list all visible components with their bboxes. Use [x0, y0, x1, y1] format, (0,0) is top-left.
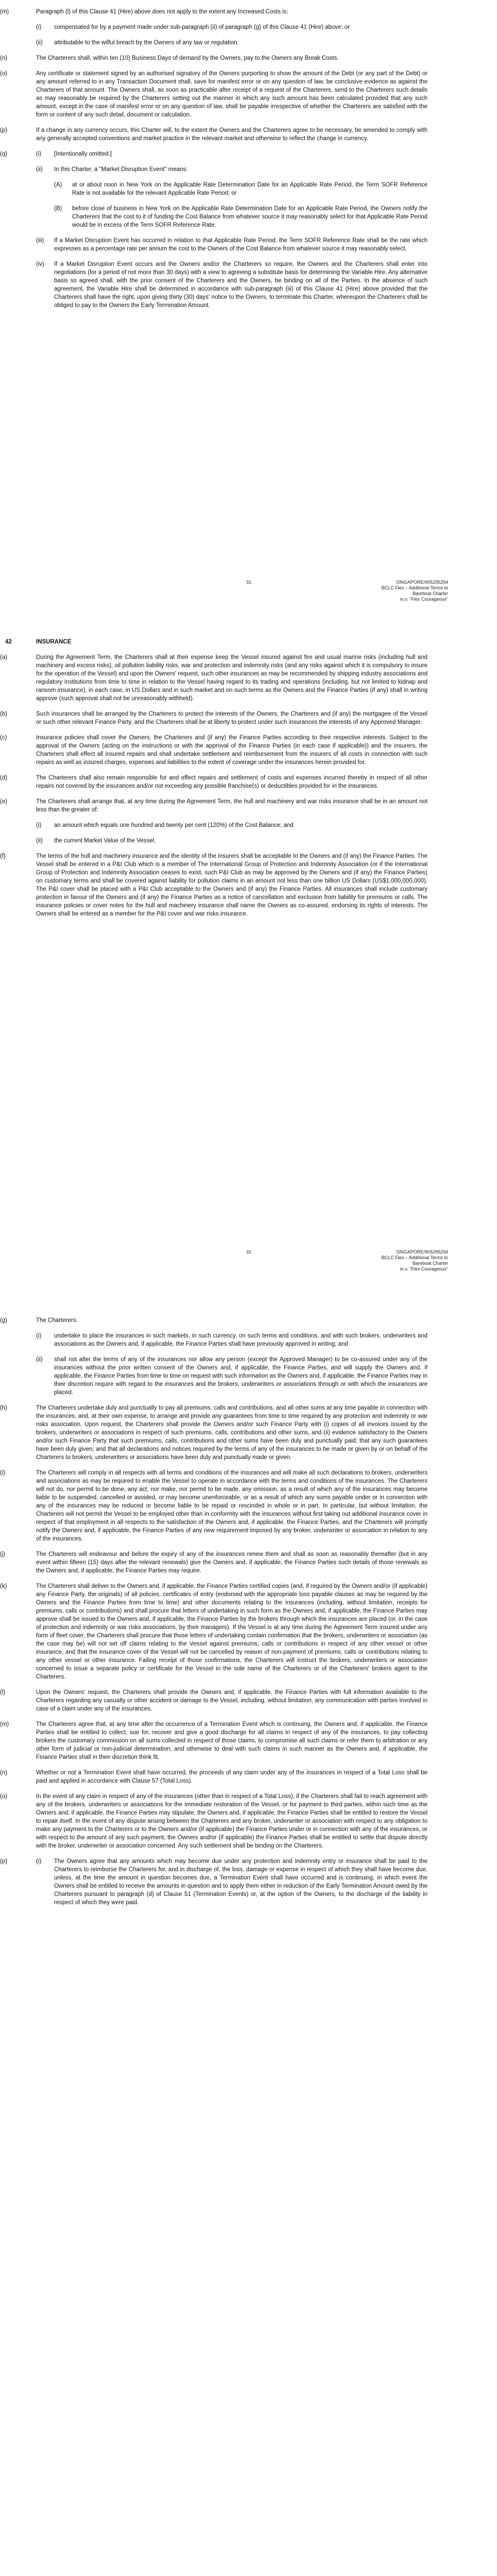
clause-label: (g)	[0, 1317, 8, 1324]
clause-paragraph	[0, 837, 497, 845]
clause-text: compensated for by a payment made under sub-paragraph (ii) of paragraph (g) of this Clause 41 (Hire) above; or	[54, 24, 350, 30]
clause-label: (o)	[0, 71, 8, 77]
page-number: 31	[246, 1249, 252, 1255]
clause-label: (i)	[36, 1333, 42, 1339]
clause-label: (n)	[0, 55, 8, 61]
clause-paragraph	[0, 1550, 497, 1575]
clause-text: The Charterers will comply in all respects with all terms and conditions of the insurances and will make all such declarations to brokers, underwriters and associations as may be required to enable the Vessel to operate in accordance with the terms and conditions of the insurances. The Charterers will not do, nor permit to be done, any act, nor make, nor permit to be made, any omission, as a result of which any of the insurances may become liable to be suspended, cancelled or avoided, or may become unenforceable, or as a result of which any sums payable under or in connection with any of the insurances may be reduced or become liable to be repaid or rescinded in whole or in part. In particular, but without limitation, the Charterers will not permit the Vessel to be employed other than in conformity with the insurances without first taking out additional insurance cover in respect of that employment in all respects to the satisfaction of the Owners and, if applicable, the Finance Parties, and the Charterers will promptly notify the Owners and, if applicable, the Finance Parties of any new requirement imposed by any broker, underwriter or association in relation to any of the insurances.	[36, 1470, 427, 1542]
section-title: INSURANCE	[36, 639, 72, 645]
clause-text: an amount which equals one hundred and twenty per cent (120%) of the Cost Balance; and	[54, 822, 294, 828]
clause-label: (iv)	[36, 261, 44, 267]
clause-label: (n)	[0, 1770, 8, 1776]
clause-paragraph	[0, 70, 497, 119]
clause-text: [Intentionally omitted.]	[54, 151, 112, 157]
clause-paragraph	[0, 181, 497, 197]
clause-text: at or about noon in New York on the Applicable Rate Determination Date for an Applicable Rate Period, the Term SOFR Reference Rate is not available for the relevant Applicable Rate Period; or	[72, 182, 427, 196]
clause-label: (i)	[36, 822, 42, 828]
clause-text: attributable to the wilful breach by the Owners of any law or regulation.	[54, 40, 239, 46]
clause-paragraph	[0, 1582, 497, 1681]
clause-text: the current Market Value of the Vessel.	[54, 838, 156, 844]
clause-text: In this Charter, a "Market Disruption Event" means:	[54, 166, 188, 173]
clause-text: The Charterers shall arrange that, at any time during the Agreement Term, the hull and machinery and war risks insurance shall be in an amount not less than the greater of:	[36, 799, 427, 813]
clause-paragraph	[0, 23, 497, 31]
clause-label: (p)	[0, 1858, 8, 1865]
clause-paragraph	[0, 1316, 497, 1325]
footer-reference: SINGAPORE/905295294 BCLC Flex – Additional Terms to Bareboat Charter m.v. "Flex Courageous"	[381, 1249, 448, 1272]
clause-paragraph	[0, 774, 497, 790]
clause-paragraph	[0, 1469, 497, 1543]
clause-text: The Charterers shall also remain responsible for and effect repairs and settlement of costs and expenses incurred thereby in respect of all other repairs not covered by the insurances and/or not exceeding any possible franchise(s) or deductibles provided for in the insurances.	[36, 775, 427, 789]
clause-label: (iii)	[36, 238, 44, 244]
clause-text: The Charterers:	[36, 1317, 78, 1324]
section-heading	[0, 638, 497, 646]
clause-text: shall not alter the terms of any of the insurances nor allow any person (except the Approved Manager) to be co-assured under any of the insurances without the prior written consent of the Owners and, if applicable, the Finance Parties, and will supply the Owners and, if applicable, the Finance Parties from time to time on request with such information as the Owners and, if applicable, the Finance Parties may in their discretion require with regard to the insurances and the brokers, underwriters or associations through or with which the insurances are placed.	[54, 1357, 427, 1396]
clause-label: (ii)	[36, 838, 43, 844]
clause-text: If a Market Disruption Event has occurred in relation to that Applicable Rate Period, the Term SOFR Reference Rate shall be the rate which expresses as a percentage rate per annum the cost to the Owners of the Cost Balance from whatever source it may reasonably select.	[54, 238, 427, 252]
clause-label: (ii)	[36, 1357, 43, 1363]
clause-label: (d)	[0, 775, 8, 781]
clause-paragraph	[0, 8, 497, 16]
clause-text: During the Agreement Term, the Charterers shall at their expense keep the Vessel insured against fire and usual marine risks (including hull and machinery and excess risks), oil pollution liability risks, war and protection and indemnity risks (and any risks against which it is compulsory to insure for the operation of the Vessel) and upon the Owners' request, such other insurances as may be recommended by shipping industry associations and regulatory institutions from time to time in relation to the Vessel having regard to its trading and operations (including, but not limited to kidnap and ransom insurance), in each case, in US Dollars and in such market and on such terms as the Owners and the Finance Parties (if any) shall in writing approve (such approval shall not be unreasonably withheld).	[36, 654, 427, 702]
clause-text: before close of business in New York on the Applicable Rate Determination Date for an Applicable Rate Period, the Owners notify the Charterers that the cost to it of funding the Cost Balance from whatever source it may reasonably select for that Applicable Rate Period would be in excess of the Term SOFR Reference Rate.	[72, 206, 427, 228]
page-2	[0, 634, 497, 925]
clause-label: (l)	[0, 1689, 6, 1696]
clause-paragraph	[0, 710, 497, 726]
clause-label: (ii)	[36, 166, 43, 173]
clause-text: Paragraph (l) of this Clause 41 (Hire) above does not apply to the extent any Increased Costs is:	[36, 9, 288, 15]
clause-text: Such insurances shall be arranged by the Charterers to protect the interests of the Owners, the Charterers and (if any) the mortgagee of the Vessel or such other relevant Finance Party, and the Charterers shall be at liberty to protect under such insurances the interests of any Approved Manager.	[36, 711, 427, 725]
clause-paragraph	[0, 1332, 497, 1348]
clause-paragraph	[0, 1792, 497, 1850]
clause-paragraph	[0, 852, 497, 918]
clause-label: (m)	[0, 1721, 9, 1727]
clause-text: Insurance policies shall cover the Owners, the Charterers and (if any) the Finance Parties according to their respective interests. Subject to the approval of the Owners (acting on the instructions or with the approval of the Finance Parties (in each case if applicable)) and the insurers, the Charterers shall effect all insured repairs and shall undertake settlement and reimbursement from the insurers of all costs in connection with such repairs as well as insured charges, expenses and liabilities to the extent of coverage under the insurances herein provided for.	[36, 735, 427, 766]
clause-paragraph	[0, 260, 497, 310]
clause-label: (A)	[54, 182, 62, 188]
page-1	[0, 8, 497, 317]
clause-paragraph	[0, 1769, 497, 1785]
clause-paragraph	[0, 236, 497, 253]
footer-reference: SINGAPORE/905295294 BCLC Flex – Additional Terms to Bareboat Charter m.v. "Flex Courageous"	[381, 580, 448, 602]
clause-label: (i)	[36, 24, 42, 30]
clause-paragraph	[0, 150, 497, 158]
section-number: 42	[5, 639, 12, 645]
clause-label: (b)	[0, 711, 8, 717]
clause-label: (ii)	[36, 40, 43, 46]
clause-paragraph	[0, 54, 497, 62]
clause-paragraph	[0, 1720, 497, 1761]
clause-paragraph	[0, 1857, 497, 1907]
clause-text: The Owners agree that any amounts which may become due under any protection and indemnity entry or insurance shall be paid to the Charterers to reimburse the Charterers for, and in discharge of, the loss, damage or expense in respect of which they shall have become due, unless, at the time the amount in question becomes due, a Termination Event shall have occurred and is continuing, in which event the Owners shall be entitled to receive the amounts in question and to apply them either in reduction of the Early Termination Amount owed by the Charterers pursuant to paragraph (d) of Clause 51 (Termination Events) or, at the option of the Owners, to the discharge of the liability in respect of which they were paid.	[54, 1858, 427, 1906]
clause-paragraph	[0, 1688, 497, 1713]
page-number: 31	[246, 580, 252, 585]
clause-paragraph	[0, 205, 497, 229]
clause-text: The Charterers will endeavour and before the expiry of any of the insurances renew them and shall as soon as reasonably thereafter (but in any event within fifteen (15) days after the relevant renewals) give the Owners and, if applicable, the Finance Parties such details of those renewals as the Owners and, if applicable, the Finance Parties may require.	[36, 1551, 427, 1574]
clause-label: (f)	[0, 853, 6, 859]
clause-label: (m)	[0, 9, 9, 15]
clause-label: (i)	[36, 1858, 42, 1865]
clause-text: The terms of the hull and machinery insurance and the identity of the insurers shall be acceptable to the Owners and (if any) the Finance Parties. The Vessel shall be entered in a P&I Club which is a member of The International Group of Protection and Indemnity Association (or if the International Group of Protection and Indemnity Association ceases to exist, such P&I Club as may be approved by the Owners and (if any) the Finance Parties) on customary terms and shall be covered against liability for pollution claims in an amount not less than one billion US Dollars (US$1,000,000,000). The P&I cover shall be placed with a P&I Club acceptable to the Owners and (if any) the Finance Parties. All insurances shall include customary protection in favour of the Owners and (if any) the Finance Parties as a notice of cancellation and exclusion from liability for premiums or calls. The insurance policies or cover notes for the hull and machinery insurance shall name the Owners as co-assured, endorsing its rights of interests. The Owners shall be entered as a member for the P&I cover and war risks insurance.	[36, 853, 427, 917]
clause-paragraph	[0, 126, 497, 143]
clause-paragraph	[0, 821, 497, 829]
clause-text: Whether or not a Termination Event shall have occurred, the proceeds of any claim under any of the insurances in respect of a Total Loss shall be paid and applied in accordance with Clause 57 (Total Loss).	[36, 1770, 427, 1784]
clause-paragraph	[0, 734, 497, 767]
clause-text: The Charterers shall deliver to the Owners and, if applicable, the Finance Parties certified copies (and, if required by the Owners and/or (if applicable) any Finance Party, the originals) of all policies, certificates of entry (endorsed with the appropriate loss payable clauses as may be required by the Owners and the Finance Parties from time to time) and other documents relating to the insurances (including, without limitation, receipts for premiums, calls or contributions) and shall procure that letters of undertaking in such form as the Owners and, if applicable, the Finance Parties may approve shall be issued to the Owners and, if applicable, the Finance Parties by the brokers through which the insurances are placed (or, in the case of protection and indemnity or war risks associations, by their managers). If the Vessel is at any time during the Agreement Term insured under any form of fleet cover, the Charterers shall procure that those letters of undertaking contain confirmation that the brokers, underwriters or association (as the case may be) will not set off claims relating to the Vessel against premiums, calls or contributions in respect of any other vessel or other insurance, and that the insurance cover of the Vessel will not be cancelled by reason of non-payment of premiums, calls or contributions relating to any other vessel or other insurance. Failing receipt of those confirmations, the Charterers will instruct the brokers, underwriters or association concerned to issue a separate policy or certificate for the Vessel in the sole name of the Charterers or of the Charterers' brokers agent to the Charterers.	[36, 1583, 427, 1680]
clause-text: The Charterers shall, within ten (10) Business Days of demand by the Owners, pay to the Owners any Break Costs.	[36, 55, 339, 61]
clause-label: (i)	[0, 1470, 6, 1476]
clause-text: undertake to place the insurances in such markets, in such currency, on such terms and conditions, and with such brokers, underwriters and associations as the Owners and, if applicable, the Finance Parties shall have previously approved in writing; and	[54, 1333, 427, 1347]
clause-label: (p)	[0, 127, 8, 133]
clause-text: The Charterers undertake duly and punctually to pay all premiums, calls and contributions, and all other sums at any time payable in connection with the insurances, and, at their own expense, to arrange and provide any guarantees from time to time required by any protection and indemnity or war risks association. Upon request, the Charterers shall provide the Owners and/or such Finance Party with (i) copies of all invoices issued by the brokers, underwriters or associations in respect of such premiums, calls, contributions and other sums, and (ii) evidence satisfactory to the Owners and/or such Finance Party that such premiums, calls, contributions and other sums have been duly and punctually paid; that any such guarantees have been duly given; and that all declarations and notices required by the terms of any of the insurances to be made or given by or on behalf of the Charterers to brokers, underwriters or associations have been duly and punctually made or given.	[36, 1405, 427, 1461]
clause-paragraph	[0, 1404, 497, 1462]
clause-label: (e)	[0, 799, 8, 805]
clause-label: (a)	[0, 654, 8, 660]
clause-label: (o)	[0, 1793, 8, 1800]
clause-label: (j)	[0, 1551, 6, 1557]
clause-paragraph	[0, 165, 497, 174]
clause-text: Any certificate or statement signed by an authorised signatory of the Owners purporting to show the amount of the Debt (or any part of the Debt) or any amount referred to in any Transaction Document shall, save for manifest error or on any question of law, be conclusive evidence as against the Charterers of that amount. The Owners shall, as soon as practicable after receipt of a request of the Charterers, send to the Charterers such details as may reasonably be required by the Charterers setting out the manner in which any such amount has been calculated provided that any such amount, except in the case of manifest error or on any question of law, shall be payable irrespective of whether the Charterers are satisfied with the form or content of any such detail, document or calculation.	[36, 71, 427, 118]
clause-paragraph	[0, 39, 497, 47]
clause-label: (h)	[0, 1405, 8, 1411]
clause-text: In the event of any claim in respect of any of the insurances (other than in respect of a Total Loss), if the Charterers shall fail to reach agreement with any of the brokers, underwriters or associations for the immediate restoration of the Vessel, or for payment to third parties, within such time as the Owners and, if applicable, the Finance Parties may stipulate, the Owners and, if applicable, the Finance Parties shall be entitled to restore the Vessel to repair itself. In the event of any dispute arising between the Charterers and any broker, underwriter or association with respect to any obligation to make any payment to the Charterers or to the Owners and/or (if applicable) the Finance Parties under or in connection with any of the insurances, or with respect to the amount of any such payment, the Owners and/or (if applicable) the Finance Parties shall be entitled to settle that dispute directly with the broker, underwriter or association concerned. Any such settlement shall be binding on the Charterers.	[36, 1793, 427, 1849]
clause-text: Upon the Owners' request, the Charterers shall provide the Owners and, if applicable, the Finance Parties with full information available to the Charterers regarding any casualty or other accident or damage to the Vessel, including, without limitation, any communication with parties involved in case of a claim under any of the insurances.	[36, 1689, 427, 1712]
page-3	[0, 1316, 497, 1914]
clause-paragraph	[0, 798, 497, 814]
clause-label: (c)	[0, 735, 7, 741]
clause-text: If a change in any currency occurs, this Charter will, to the extent the Owners and the Charterers agree to be necessary, be amended to comply with any generally accepted conventions and market practice in the relevant market and otherwise to reflect the change in currency.	[36, 127, 427, 142]
clause-label: (i)	[36, 151, 42, 157]
clause-text: If a Market Disruption Event occurs and the Owners and/or the Charterers so require, the Owners and the Charterers shall enter into negotiations (for a period of not more than 30 days) with a view to agreeing a substitute basis for determining the Variable Hire. Any alternative basis so agreed shall, with the prior consent of the Charterers and the Owners, be binding on all of the Parties. In the absence of such agreement, the Variable Hire shall be determined in accordance with sub-paragraph (iii) of this Clause 41 (Hire) above provided that the Charterers shall have the right, upon giving thirty (30) days' notice to the Owners, to terminate this Charter, whereupon the Charterers shall be obliged to pay to the Owners the Early Termination Amount.	[54, 261, 427, 309]
clause-paragraph	[0, 653, 497, 703]
clause-label: (q)	[0, 151, 8, 157]
clause-label: (B)	[54, 206, 62, 212]
clause-paragraph	[0, 1355, 497, 1397]
clause-label: (k)	[0, 1583, 7, 1589]
clause-text: The Charterers agree that, at any time after the occurrence of a Termination Event which is continuing, the Owners and, if applicable, the Finance Parties shall be entitled to collect, sue for, recover and give a good discharge for all claims in respect of any of the insurances, to pay collecting brokers the customary commission on all sums collected in respect of those claims, to compromise all such claims or refer them to arbitration or any other form of judicial or non-judicial determination, and otherwise to deal with such claims in such manner as the Owners and, if applicable, the Finance Parties shall in their discretion think fit.	[36, 1721, 427, 1760]
